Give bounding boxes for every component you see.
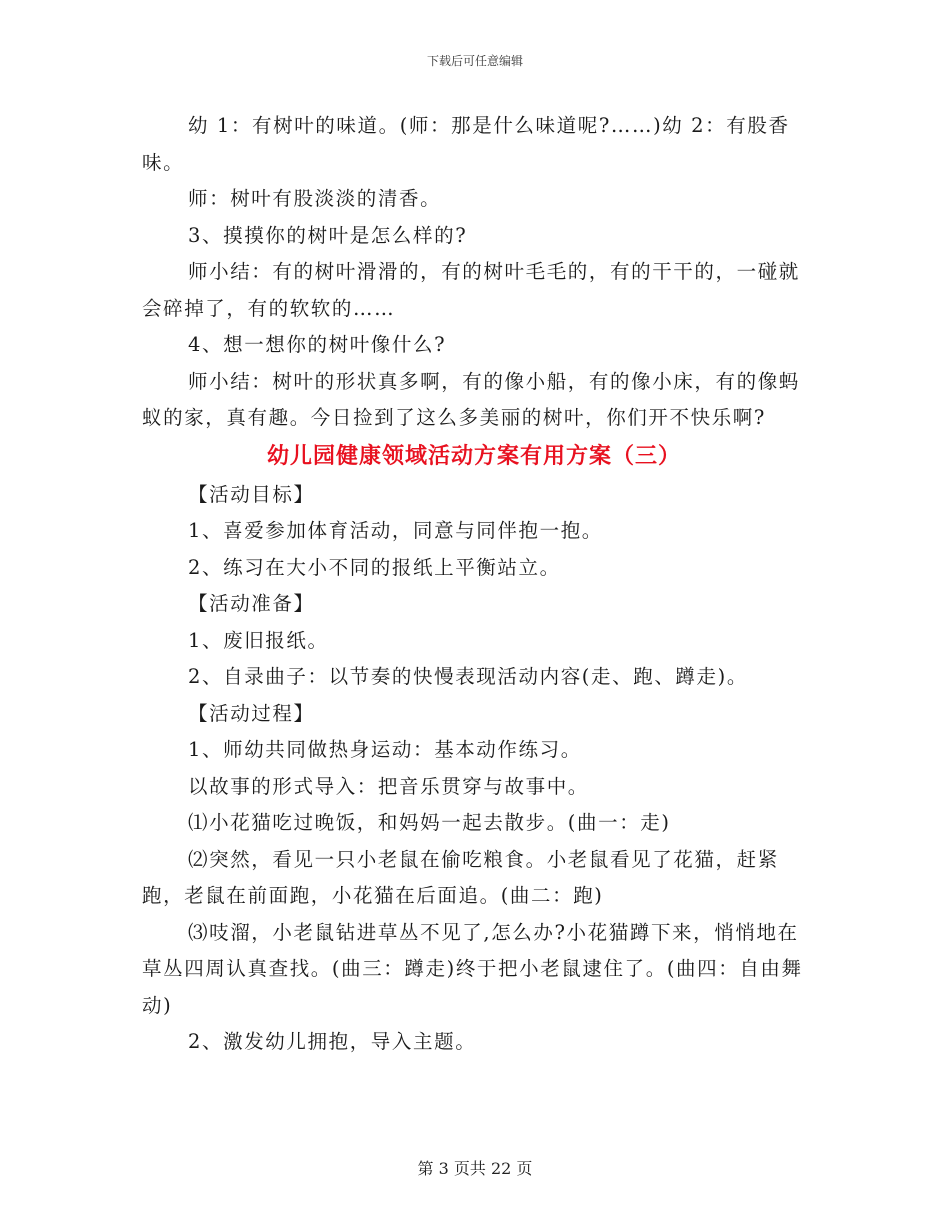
paragraph: 2、自录曲子：以节奏的快慢表现活动内容(走、跑、蹲走)。 bbox=[188, 665, 748, 688]
paragraph: 2、激发幼儿拥抱，导入主题。 bbox=[188, 1030, 477, 1053]
document-body bbox=[142, 108, 806, 1061]
paragraph: 3、摸摸你的树叶是怎么样的? bbox=[188, 223, 468, 247]
page-header: 下载后可任意编辑 bbox=[426, 54, 523, 68]
page-footer: 第 3 页共 22 页 bbox=[417, 1159, 533, 1178]
section-heading: 【活动目标】 bbox=[188, 482, 315, 506]
paragraph: 师小结：树叶的形状真多啊，有的像小船，有的像小床，有的像蚂蚁的家，真有趣。今日捡到了这么多美丽的树叶，你们开不快乐啊? bbox=[142, 369, 800, 429]
paragraph: 4、想一想你的树叶像什么? bbox=[188, 333, 447, 356]
paragraph: 2、练习在大小不同的报纸上平衡站立。 bbox=[188, 555, 561, 579]
paragraph: ⑵突然，看见一只小老鼠在偷吃粮食。小老鼠看见了花猫，赶紧跑，老鼠在前面跑，小花猫在后面追。(曲二：跑) bbox=[142, 847, 779, 907]
paragraph: 1、废旧报纸。 bbox=[188, 628, 329, 652]
paragraph: 1、师幼共同做热身运动：基本动作练习。 bbox=[188, 738, 582, 761]
paragraph: 师小结：有的树叶滑滑的，有的树叶毛毛的，有的干干的，一碰就会碎掉了，有的软软的…… bbox=[142, 260, 800, 320]
paragraph: ⑶吱溜，小老鼠钻进草丛不见了,怎么办?小花猫蹲下来，悄悄地在草丛四周认真查找。(曲三：蹲走)终于把小老鼠逮住了。(曲四：自由舞动) bbox=[142, 920, 803, 1017]
paragraph: 师：树叶有股淡淡的清香。 bbox=[188, 187, 442, 210]
section-heading: 【活动准备】 bbox=[188, 592, 315, 615]
section-title: 幼儿园健康领域活动方案有用方案（三） bbox=[266, 443, 681, 469]
paragraph: 1、喜爱参加体育活动，同意与同伴抱一抱。 bbox=[188, 519, 603, 542]
paragraph: 幼 1：有树叶的味道。(师：那是什么味道呢?……)幼 2：有股香味。 bbox=[142, 114, 790, 174]
section-heading: 【活动过程】 bbox=[188, 701, 315, 725]
paragraph: 以故事的形式导入：把音乐贯穿与故事中。 bbox=[188, 774, 589, 798]
paragraph: ⑴小花猫吃过晚饭，和妈妈一起去散步。(曲一：走) bbox=[188, 811, 671, 834]
